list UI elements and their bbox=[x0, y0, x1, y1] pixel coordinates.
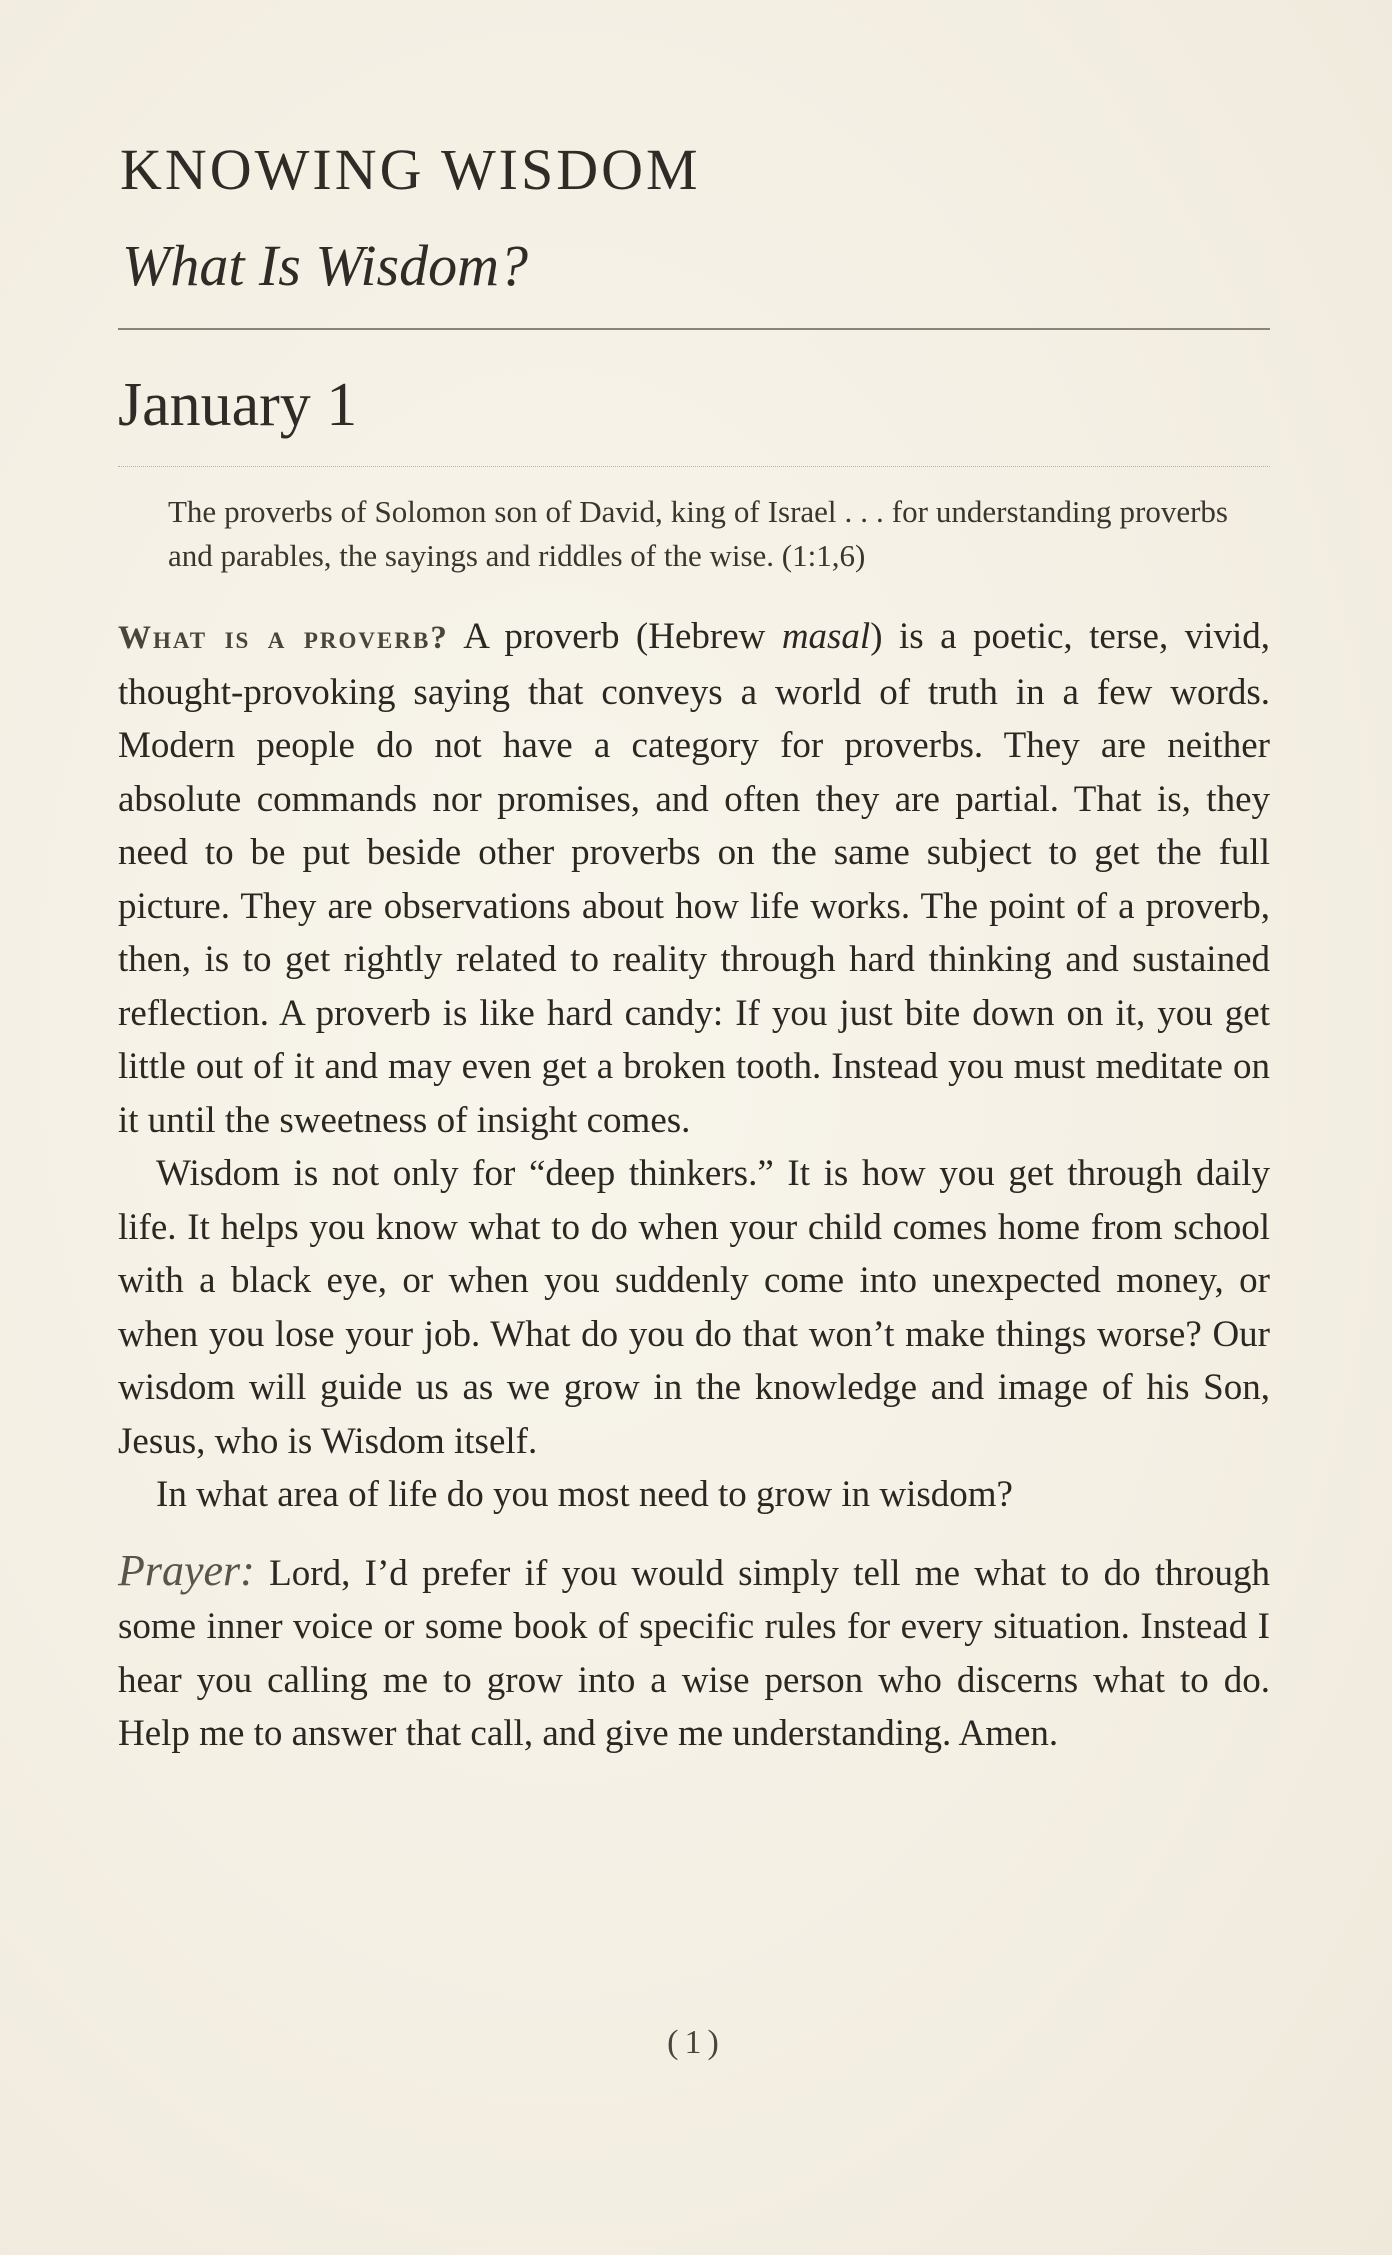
hebrew-term: masal bbox=[781, 616, 871, 657]
reflection-question: In what area of life do you most need to grow in wisdom? bbox=[156, 1474, 1013, 1515]
section-heading: KNOWING WISDOM bbox=[120, 137, 701, 202]
prayer-paragraph bbox=[118, 1544, 1270, 1761]
date-heading: January 1 bbox=[118, 371, 358, 439]
body-paragraph-1 bbox=[118, 610, 1270, 1147]
page-number: (1) bbox=[667, 2024, 725, 2061]
lead-in: What is a proverb? bbox=[118, 620, 449, 656]
date-divider bbox=[118, 466, 1270, 467]
scripture-quote: The proverbs of Solomon son of David, king of Israel . . . for understanding proverbs and parables, the sayings and riddles of the wise. (1:1,6) bbox=[168, 494, 1228, 573]
prayer-label: Prayer: bbox=[118, 1545, 255, 1595]
prayer-text: Lord, I’d prefer if you would simply tell me what to do through some inner voice or some book of specific rules for every situation. Instead I hear you calling me to grow into a wise person who discerns what to do. Help me to answer that call, and give me understanding. Amen. bbox=[118, 1552, 1270, 1754]
body-paragraph-2: Wisdom is not only for “deep thinkers.” It is how you get through daily life. It helps you know what to do when your child comes home from school with a black eye, or when you suddenly come into unexpected money, or when you lose your job. What do you do that won’t make things worse? Our wisdom will guide us as we grow in the knowledge and image of his Son, Jesus, who is Wisdom itself. bbox=[118, 1153, 1270, 1462]
body-paragraph-1-a: A proverb (Hebrew bbox=[448, 616, 782, 657]
title-divider bbox=[118, 328, 1270, 330]
subsection-title: What Is Wisdom? bbox=[122, 233, 528, 298]
devotional-body bbox=[118, 610, 1270, 1761]
body-paragraph-1-b: ) is a poetic, terse, vivid, thought-provoking saying that conveys a world of truth in a few words. Modern people do not have a category for proverbs. They are neither absolute commands nor promises, and often they are partial. That is, they need to be put beside other proverbs on the same subject to get the full picture. They are observations about how life works. The point of a proverb, then, is to get rightly related to reality through hard thinking and sustained reflection. A proverb is like hard candy: If you just bite down on it, you get little out of it and may even get a broken tooth. Instead you must meditate on it until the sweetness of insight comes. bbox=[118, 616, 1271, 1141]
